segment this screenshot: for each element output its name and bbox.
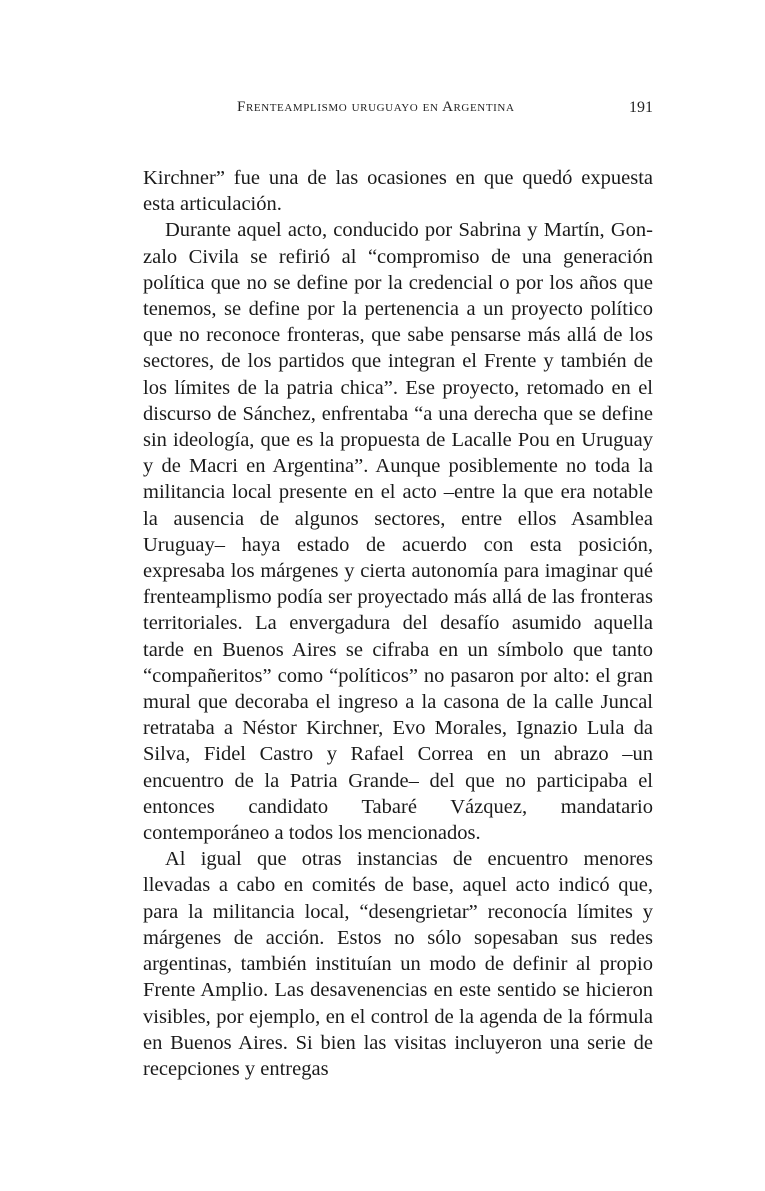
- running-header: [143, 99, 653, 123]
- body-text: [143, 165, 653, 1082]
- running-title: Frenteamplismo uruguayo en Argentina: [237, 99, 515, 115]
- paragraph: Al igual que otras instancias de encuentro menores llevadas a cabo en comités de base, aquel acto indicó que, para la militancia local, “desengrietar” reconocía límites y márgenes de acción. Estos no sólo sopesaban sus redes argentinas, también instituían un modo de definir al propio Frente Amplio. Las desavenencias en este sentido se hicieron visibles, por ejemplo, en el control de la agenda de la fórmula en Buenos Aires. Si bien las visitas incluyeron una serie de recepciones y entregas: [143, 848, 653, 1080]
- paragraph-continuation: Kirchner” fue una de las ocasiones en que quedó expuesta esta articulación.: [143, 167, 653, 216]
- paragraph: Durante aquel acto, conducido por Sabrina y Martín, Gonzalo Civila se refirió al “compromiso de una generación política que no se define por la credencial o por los años que tenemos, se define por la pertenencia a un proyecto político que no reconoce fronteras, que sabe pensarse más allá de los sectores, de los partidos que integran el Frente y también de los límites de la patria chica”. Ese proyecto, retomado en el discurso de Sánchez, enfrentaba “a una derecha que se define sin ideología, que es la propuesta de Lacalle Pou en Uruguay y de Macri en Argentina”. Aunque posiblemente no toda la militancia local presente en el acto –entre la que era notable la ausencia de algunos sectores, entre ellos Asamblea Uruguay– haya estado de acuerdo con esta posición, expresaba los márgenes y cierta autonomía para imaginar qué frenteamplismo podía ser proyectado más allá de las fronteras territoriales. La envergadura del desafío asumido aquella tarde en Buenos Aires se cifraba en un símbolo que tanto “compañeritos” como “políticos” no pasaron por alto: el gran mural que decoraba el ingreso a la casona de la calle Juncal retrataba a Néstor Kirchner, Evo Morales, Ignazio Lula da Silva, Fidel Castro y Rafael Correa en un abrazo –un encuentro de la Patria Grande– del que no participaba el entonces candidato Tabaré Vázquez, mandatario contemporáneo a todos los mencionados.: [143, 219, 653, 845]
- page-number: 191: [629, 99, 653, 116]
